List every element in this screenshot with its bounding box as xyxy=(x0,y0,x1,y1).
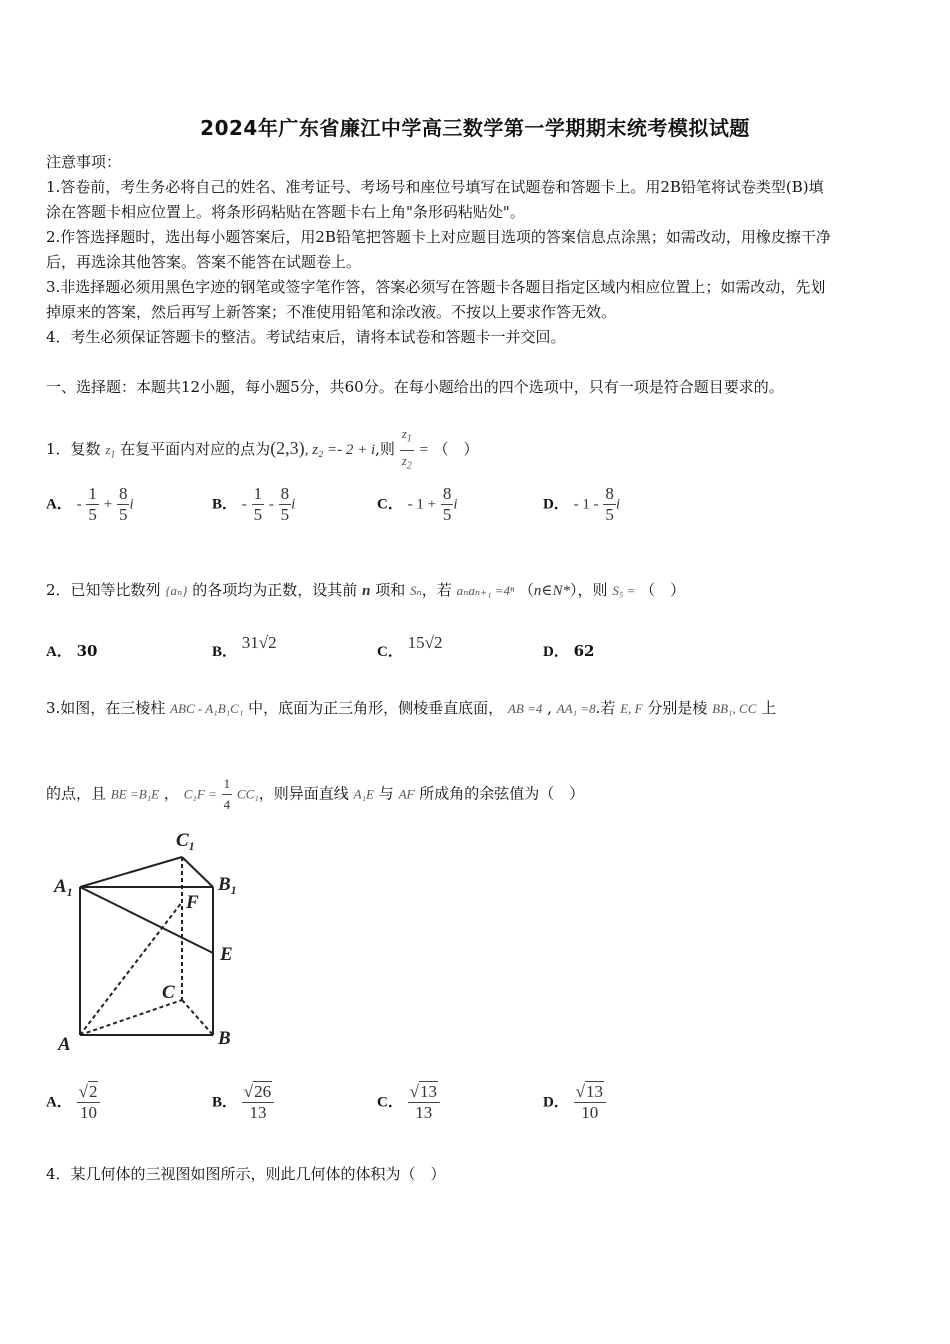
edge-c1-b1 xyxy=(182,857,213,887)
question-4: 4．某几何体的三视图如图所示，则此几何体的体积为（ ） xyxy=(46,1165,446,1183)
question-3-line-2: 的点，且 BE =B₁E ， C₁F = $\frac{1}{4}$ CC₁，则异面直线 A₁E 与 AF 所成角的余弦值为（ ） xyxy=(46,776,585,812)
edge-a-c xyxy=(80,1000,182,1035)
notice-heading: 注意事项： xyxy=(46,153,122,171)
q3-option-a[interactable]: A． $\frac{√2}{10}$ xyxy=(46,1082,100,1123)
z1-symbol: $z_1$ xyxy=(105,442,116,461)
notice-line: 4．考生必须保证答题卡的整洁。考试结束后，请将本试卷和答题卡一并交回。 xyxy=(46,328,566,346)
sn-symbol: Sₙ xyxy=(410,583,422,598)
q1-option-c[interactable]: C． - 1 + $\frac{8}{5}$ i xyxy=(377,484,458,524)
question-3-line-1: 3.如图，在三棱柱 ABC - A₁B₁C₁ 中，底面为正三角形，侧棱垂直底面， AB =4 , AA₁ =8.若 E, F 分别是棱 BB₁, CC 上 xyxy=(46,699,777,717)
notice-line: 3.非选择题必须用黑色字迹的钢笔或签字笔作答，答案必须写在答题卡各题目指定区域内相应位置上；如需改动，先划 xyxy=(46,278,826,296)
segment-a-f xyxy=(80,902,182,1035)
question-1: 1．复数 $z_1$ 在复平面内对应的点为(2,3), z₂ =- 2 + i,则 $\frac{z_1}{z_2}$ = （ ） xyxy=(46,424,478,476)
q2-option-c[interactable]: C． 15√2 xyxy=(377,633,443,660)
notice-line: 掉原来的答案，然后再写上新答案；不准使用铅笔和涂改液。不按以上要求作答无效。 xyxy=(46,303,617,321)
question-2: 2．已知等比数列 {aₙ} 的各项均为正数，设其前 n 项和 Sₙ，若 aₙaₙ₊₁ =4ⁿ （n∈N*），则 S₅ = （ ） xyxy=(46,581,686,599)
label-c1: C₁ xyxy=(176,830,196,851)
s5-symbol: S₅ = xyxy=(612,583,636,598)
z1-over-z2-fraction: $\frac{z_1}{z_2}$ xyxy=(401,426,412,472)
q2-option-a[interactable]: A． 30 xyxy=(46,642,98,660)
section-heading: 一、选择题：本题共12小题，每小题5分，共60分。在每小题给出的四个选项中，只有一项是符合题目要求的。 xyxy=(46,378,784,396)
notice-line: 涂在答题卡相应位置上。将条形码粘贴在答题卡右上角"条形码粘贴处"。 xyxy=(46,203,525,221)
page-title: 2024年广东省廉江中学高三数学第一学期期末统考模拟试题 xyxy=(200,116,750,140)
q1-option-b[interactable]: B． - $\frac{1}{5}$ - $\frac{8}{5}$ i xyxy=(212,484,296,524)
q2-option-d[interactable]: D． 62 xyxy=(543,642,595,660)
label-a1: A₁ xyxy=(54,876,74,897)
label-a: A xyxy=(58,1034,71,1055)
notice-line: 后，再选涂其他答案。答案不能答在试题卷上。 xyxy=(46,253,362,271)
label-b: B xyxy=(218,1028,231,1049)
label-c: C xyxy=(162,982,175,1003)
edge-a1-c1 xyxy=(80,857,182,887)
notice-line: 2.作答选择题时，选出每小题答案后，用2B铅笔把答题卡上对应题目选项的答案信息点涂黑；如需改动，用橡皮擦干净 xyxy=(46,228,831,246)
prism-symbol: ABC - A₁B₁C₁ xyxy=(170,701,244,716)
label-b1: B₁ xyxy=(218,874,238,895)
prism-figure xyxy=(50,820,250,1060)
label-e: E xyxy=(220,944,233,965)
edge-c-b xyxy=(182,1000,213,1035)
q3-option-c[interactable]: C． $\frac{√13}{13}$ xyxy=(377,1082,440,1123)
q3-option-b[interactable]: B． $\frac{√26}{13}$ xyxy=(212,1082,274,1123)
q1-option-d[interactable]: D． - 1 - $\frac{8}{5}$ i xyxy=(543,484,621,524)
q2-option-b[interactable]: B． 31√2 xyxy=(212,633,277,660)
notice-line: 1.答卷前，考生务必将自己的姓名、准考证号、考场号和座位号填写在试题卷和答题卡上。用2B铅笔将试卷类型(B)填 xyxy=(46,178,824,196)
sequence-symbol: {aₙ} xyxy=(165,583,188,598)
q3-option-d[interactable]: D． $\frac{√13}{10}$ xyxy=(543,1082,606,1123)
q1-option-a[interactable]: A． - $\frac{1}{5}$ + $\frac{8}{5}$ i xyxy=(46,484,134,524)
condition-expression: aₙaₙ₊₁ =4ⁿ xyxy=(456,583,515,598)
label-f: F xyxy=(186,892,199,913)
